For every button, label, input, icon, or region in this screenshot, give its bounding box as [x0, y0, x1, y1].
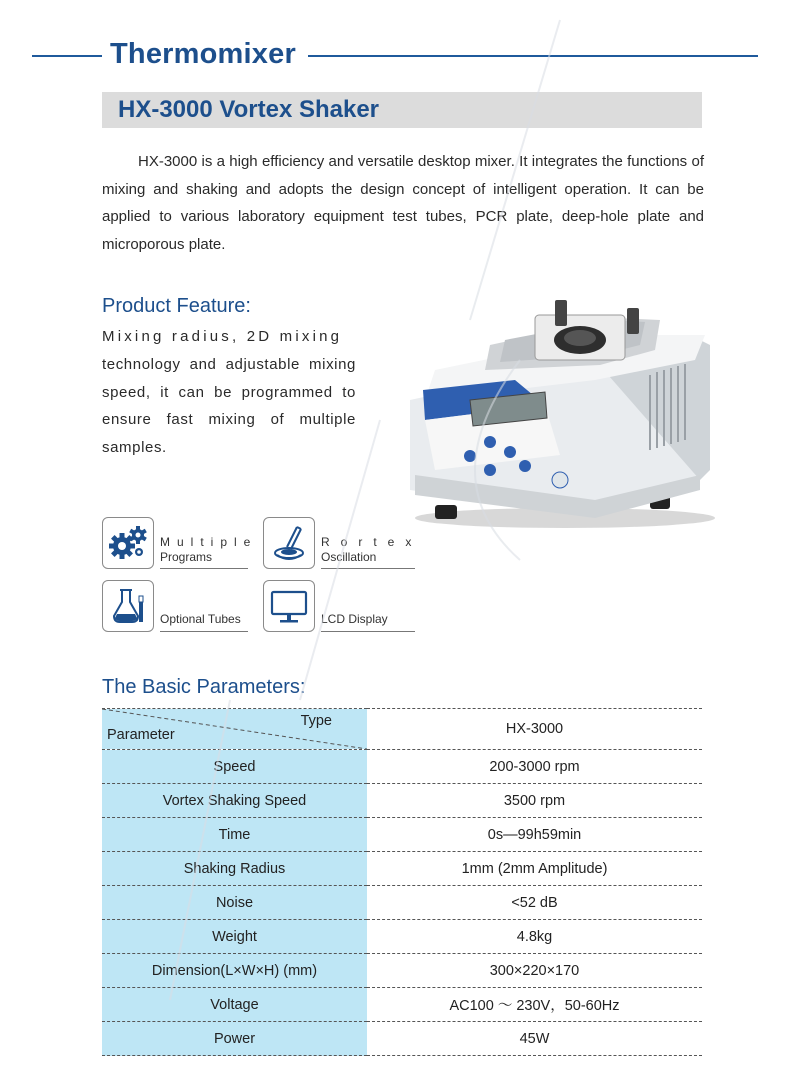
param-value: 300×220×170 [367, 954, 702, 988]
param-value: 1mm (2mm Amplitude) [367, 852, 702, 886]
table-row [102, 750, 702, 784]
product-feature-body: technology and adjustable mixing speed, it can be programmed to ensure fast mixing of multiple samples. [102, 356, 356, 456]
vortex-icon [263, 517, 315, 569]
param-name: Noise [102, 886, 367, 920]
header-parameter-label: Parameter [107, 727, 175, 743]
feature-label-line1: Rortex [321, 535, 423, 549]
intro-paragraph: HX-3000 is a high efficiency and versatile desktop mixer. It integrates the functions of mixing and shaking and adopts the design concept of intelligent operation. It can be applied to various laboratory equipment test tubes, PCR plate, deep-hole plate and microporous plate. [102, 153, 704, 253]
param-name: Power [102, 1022, 367, 1056]
param-name: Voltage [102, 988, 367, 1022]
header-rule-right [308, 55, 758, 57]
parameters-table [102, 708, 702, 1056]
feature-underline [321, 631, 415, 632]
feature-underline [160, 631, 248, 632]
feature-rortex-oscillation [263, 517, 423, 587]
feature-label: Optional Tubes [160, 612, 241, 626]
feature-label: LCD Display [321, 612, 388, 626]
param-name: Dimension(L×W×H) (mm) [102, 954, 367, 988]
param-value: <52 dB [367, 886, 702, 920]
feature-underline [160, 568, 248, 569]
param-value: 0s—99h59min [367, 818, 702, 852]
gears-icon [102, 517, 154, 569]
feature-optional-tubes [102, 580, 262, 650]
feature-underline [321, 568, 415, 569]
header-rule-left [32, 55, 102, 57]
param-value: 200-3000 rpm [367, 750, 702, 784]
table-row [102, 1022, 702, 1056]
param-value: 4.8kg [367, 920, 702, 954]
table-row [102, 852, 702, 886]
basic-parameters-title: The Basic Parameters: [102, 676, 306, 698]
header-type-label: Type [300, 713, 332, 729]
table-row [102, 954, 702, 988]
table-row [102, 818, 702, 852]
feature-label-line2: Oscillation [321, 550, 377, 564]
feature-label-line2: Programs [160, 550, 213, 564]
product-feature-title: Product Feature: [102, 295, 251, 317]
tubes-icon [102, 580, 154, 632]
feature-multiple-programs [102, 517, 262, 587]
feature-lcd-display [263, 580, 423, 650]
product-image [395, 290, 730, 530]
param-name: Shaking Radius [102, 852, 367, 886]
page-title: Thermomixer [110, 38, 296, 70]
table-header-row [102, 709, 702, 750]
param-value: 45W [367, 1022, 702, 1056]
param-name: Weight [102, 920, 367, 954]
table-row [102, 988, 702, 1022]
param-name: Speed [102, 750, 367, 784]
product-feature-line1: Mixing radius, 2D mixing [102, 328, 343, 345]
param-name: Vortex Shaking Speed [102, 784, 367, 818]
header-diagonal-cell [102, 709, 367, 750]
param-value: 3500 rpm [367, 784, 702, 818]
header-model-cell: HX-3000 [367, 709, 702, 750]
param-value: AC100 ～ 230V，50-60Hz [367, 988, 702, 1022]
product-title: HX-3000 Vortex Shaker [118, 96, 380, 123]
feature-label-line1: Multiple [160, 535, 258, 549]
table-row [102, 784, 702, 818]
table-row [102, 920, 702, 954]
table-row [102, 886, 702, 920]
monitor-icon [263, 580, 315, 632]
param-name: Time [102, 818, 367, 852]
